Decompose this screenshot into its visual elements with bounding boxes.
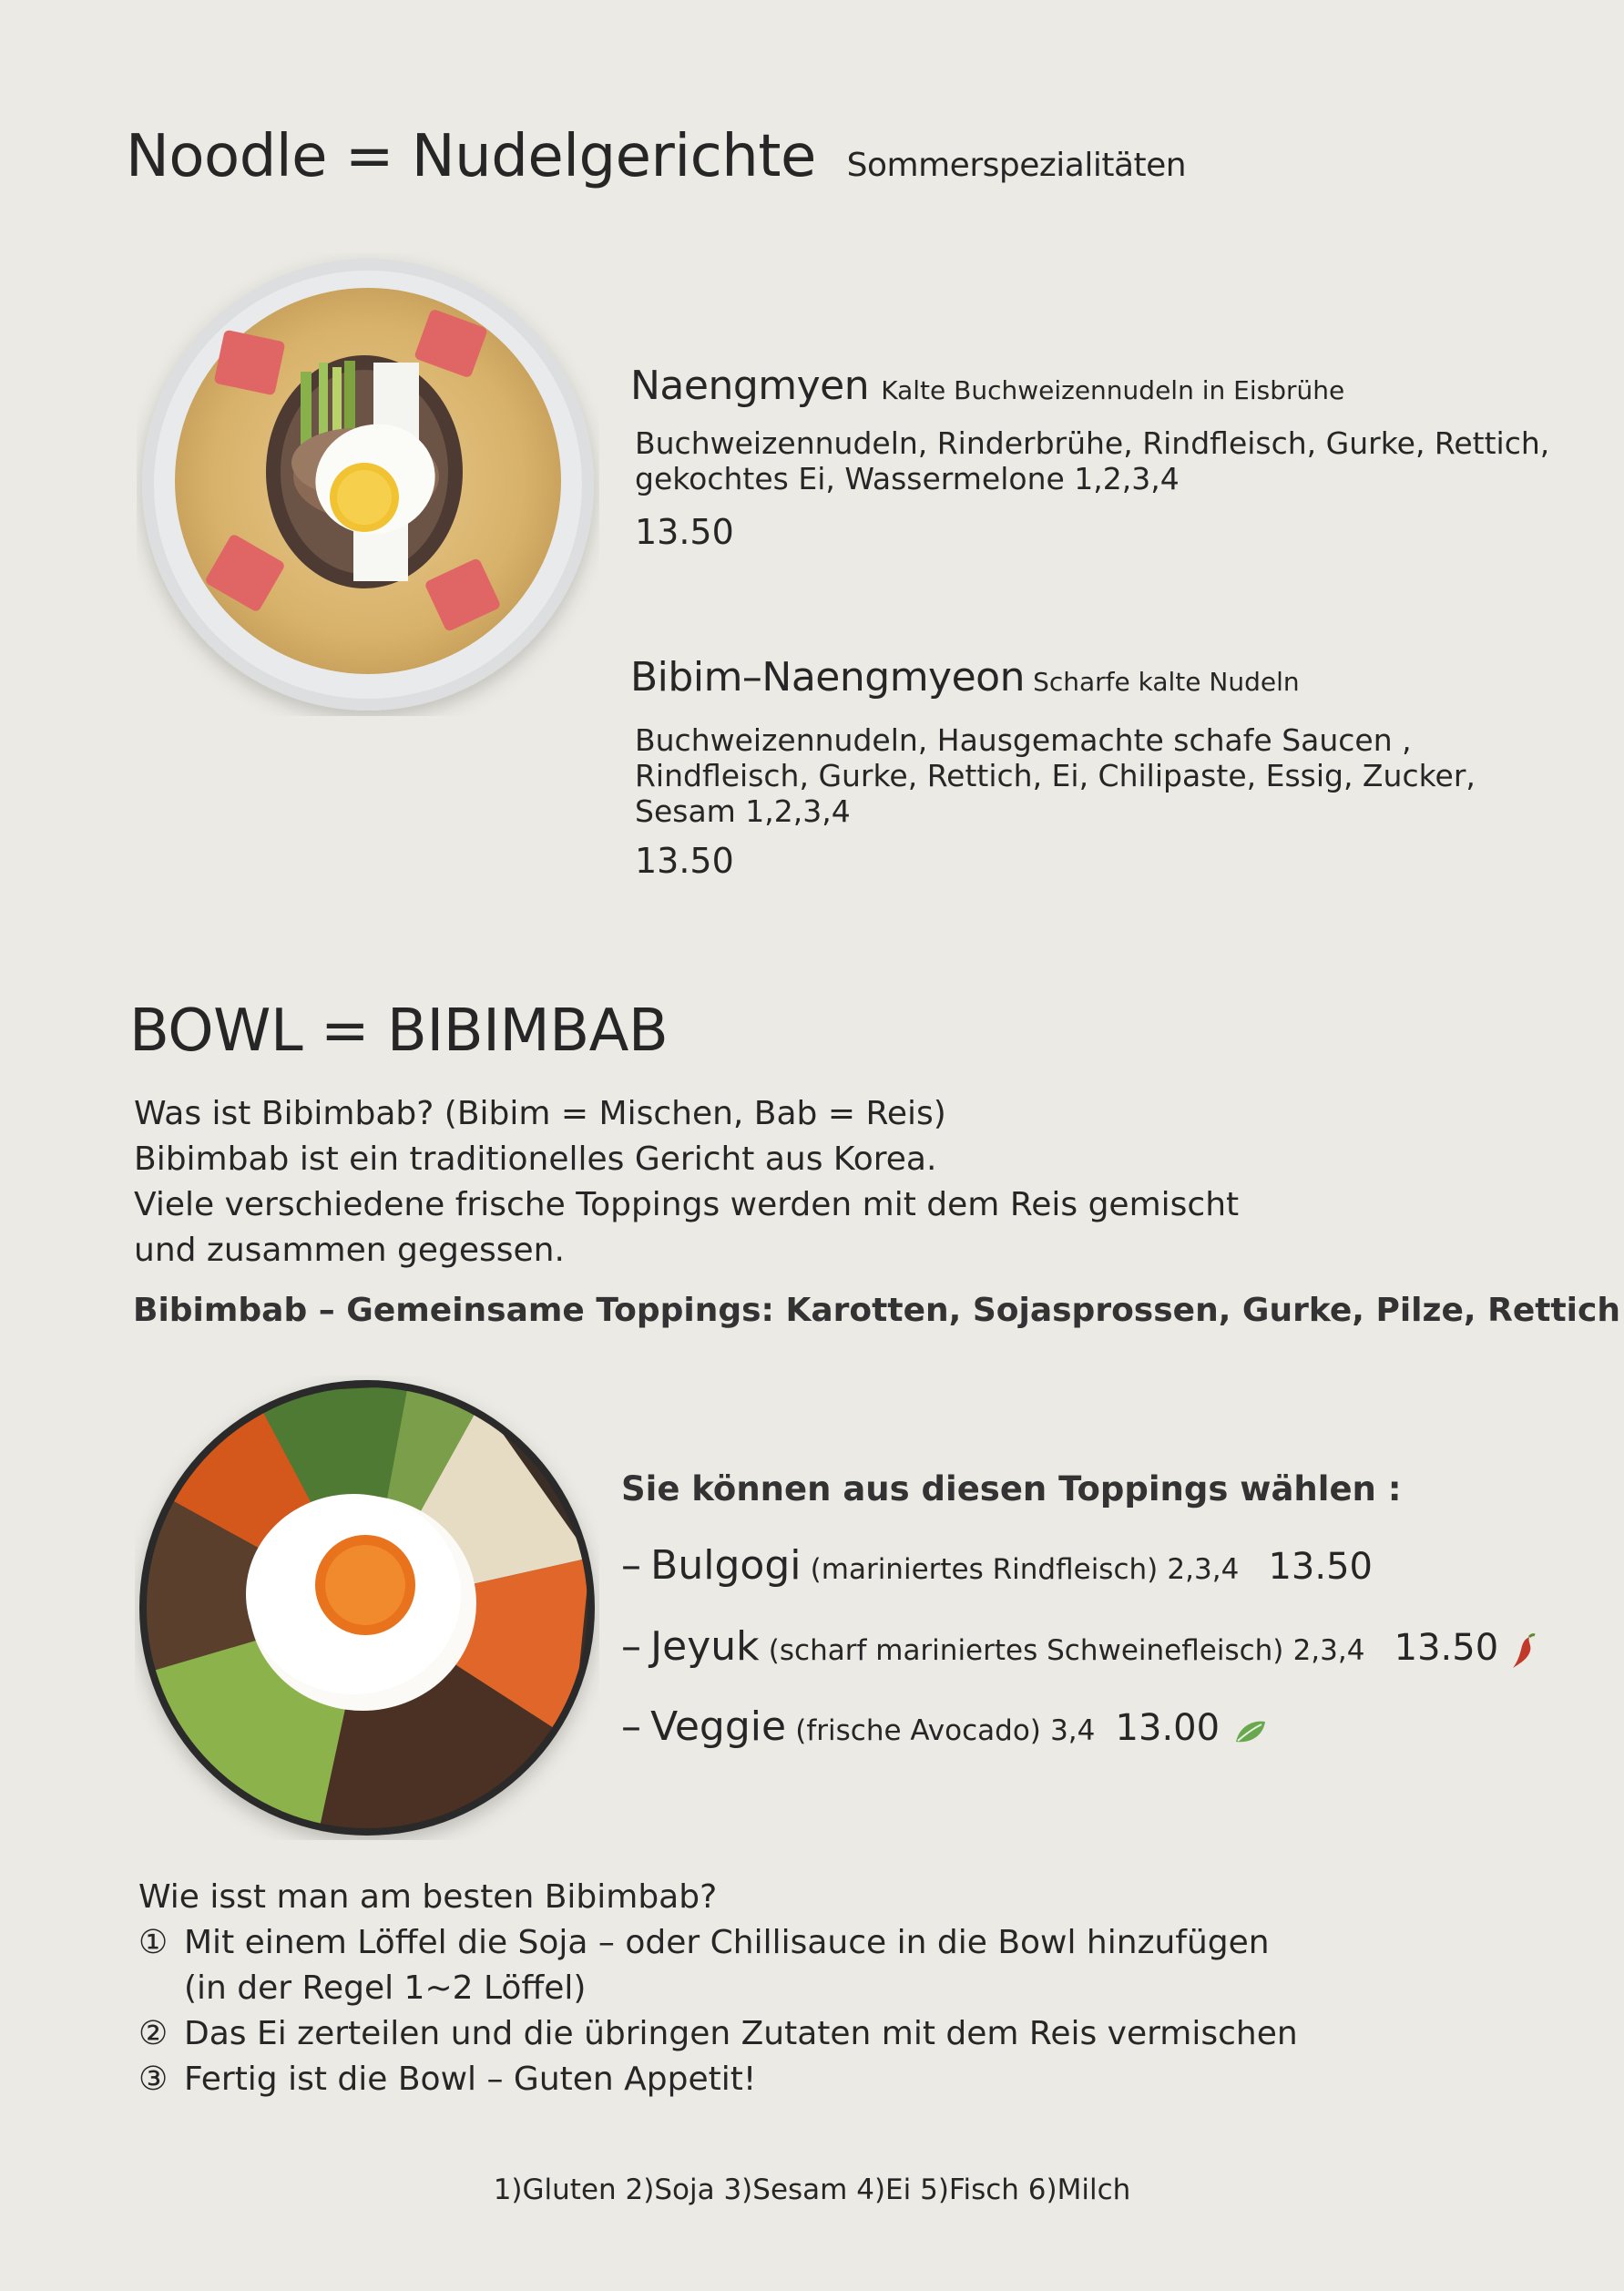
intro-line: Was ist Bibimbab? (Bibim = Mischen, Bab = Reis) bbox=[134, 1095, 946, 1132]
step-text: Mit einem Löffel die Soja – oder Chillisauce in die Bowl hinzufügen bbox=[184, 1924, 1270, 1961]
dish-naengmyen-description bbox=[635, 425, 1549, 496]
leaf-icon bbox=[1234, 1718, 1267, 1745]
dish-naengmyen-header bbox=[630, 363, 1344, 409]
option-name: Veggie bbox=[650, 1703, 787, 1750]
bibimbab-image bbox=[135, 1376, 599, 1840]
dish-name: Bibim–Naengmyeon bbox=[630, 654, 1025, 701]
option-dash: – bbox=[621, 1542, 641, 1589]
chili-icon bbox=[1509, 1633, 1537, 1670]
howto-step bbox=[138, 2057, 1298, 2102]
intro-line: und zusammen gegessen. bbox=[134, 1232, 565, 1269]
dish-naengmyen-price: 13.50 bbox=[635, 512, 734, 552]
option-description: (scharf mariniertes Schweinefleisch) bbox=[768, 1634, 1284, 1667]
step-number: ② bbox=[138, 2015, 169, 2052]
topping-option-bulgogi bbox=[621, 1542, 1373, 1589]
step-text: Fertig ist die Bowl – Guten Appetit! bbox=[184, 2061, 757, 2098]
topping-option-veggie bbox=[621, 1703, 1267, 1750]
bibimbab-intro bbox=[134, 1091, 1239, 1273]
option-dash: – bbox=[621, 1623, 641, 1670]
option-price: 13.50 bbox=[1394, 1627, 1499, 1669]
dish-name: Naengmyen bbox=[630, 363, 870, 409]
dish-bibim-naengmyeon-header bbox=[630, 654, 1300, 701]
noodle-subtitle: Sommerspezialitäten bbox=[846, 147, 1187, 184]
option-dash: – bbox=[621, 1703, 641, 1750]
dish-bibim-naengmyeon-description bbox=[635, 722, 1476, 829]
topping-option-jeyuk bbox=[621, 1623, 1537, 1670]
intro-line: Viele verschiedene frische Toppings werden mit dem Reis gemischt bbox=[134, 1186, 1240, 1223]
step-number: ① bbox=[138, 1924, 169, 1961]
description-line: Rindfleisch, Gurke, Rettich, Ei, Chilipaste, Essig, Zucker, bbox=[635, 758, 1476, 793]
step-text: Das Ei zerteilen und die übringen Zutaten mit dem Reis vermischen bbox=[184, 2015, 1298, 2052]
description-line: Buchweizennudeln, Rinderbrühe, Rindfleisch, Gurke, Rettich, bbox=[635, 425, 1550, 461]
common-toppings: Bibimbab – Gemeinsame Toppings: Karotten, Sojasprossen, Gurke, Pilze, Rettich bbox=[133, 1292, 1620, 1329]
description-line: gekochtes Ei, Wassermelone 1,2,3,4 bbox=[635, 461, 1180, 496]
option-price: 13.00 bbox=[1115, 1707, 1221, 1749]
intro-line: Bibimbab ist ein traditionelles Gericht aus Korea. bbox=[134, 1140, 937, 1178]
description-line: Buchweizennudeln, Hausgemachte schafe Saucen , bbox=[635, 722, 1412, 758]
noodle-title: Noodle = Nudelgerichte bbox=[126, 123, 816, 190]
option-price: 13.50 bbox=[1268, 1546, 1373, 1588]
option-name: Bulgogi bbox=[650, 1542, 802, 1589]
option-description: (mariniertes Rindfleisch) bbox=[810, 1553, 1159, 1586]
dish-subtitle: Kalte Buchweizennudeln in Eisbrühe bbox=[881, 375, 1345, 405]
noodle-section-title bbox=[126, 123, 1186, 190]
howto-step bbox=[138, 1920, 1298, 1966]
option-allergens: 3,4 bbox=[1050, 1714, 1096, 1747]
howto-step bbox=[138, 2011, 1298, 2057]
step-number: ③ bbox=[138, 2061, 169, 2098]
allergen-legend: 1)Gluten 2)Soja 3)Sesam 4)Ei 5)Fisch 6)Milch bbox=[493, 2173, 1131, 2206]
option-allergens: 2,3,4 bbox=[1292, 1634, 1365, 1667]
howto-title: Wie isst man am besten Bibimbab? bbox=[138, 1878, 718, 1916]
dish-bibim-naengmyeon-price: 13.50 bbox=[635, 841, 734, 881]
bowl-section-title: BOWL = BIBIMBAB bbox=[129, 997, 669, 1065]
option-name: Jeyuk bbox=[650, 1623, 760, 1670]
howto-section bbox=[138, 1875, 1298, 2102]
howto-step bbox=[138, 1966, 1298, 2011]
option-allergens: 2,3,4 bbox=[1167, 1553, 1240, 1586]
choose-toppings-label: Sie können aus diesen Toppings wählen : bbox=[621, 1469, 1402, 1509]
description-line: Sesam 1,2,3,4 bbox=[635, 793, 851, 829]
naengmyen-image bbox=[137, 253, 599, 716]
step-text: (in der Regel 1~2 Löffel) bbox=[184, 1969, 587, 2007]
option-description: (frische Avocado) bbox=[795, 1714, 1041, 1747]
dish-subtitle: Scharfe kalte Nudeln bbox=[1033, 667, 1300, 697]
